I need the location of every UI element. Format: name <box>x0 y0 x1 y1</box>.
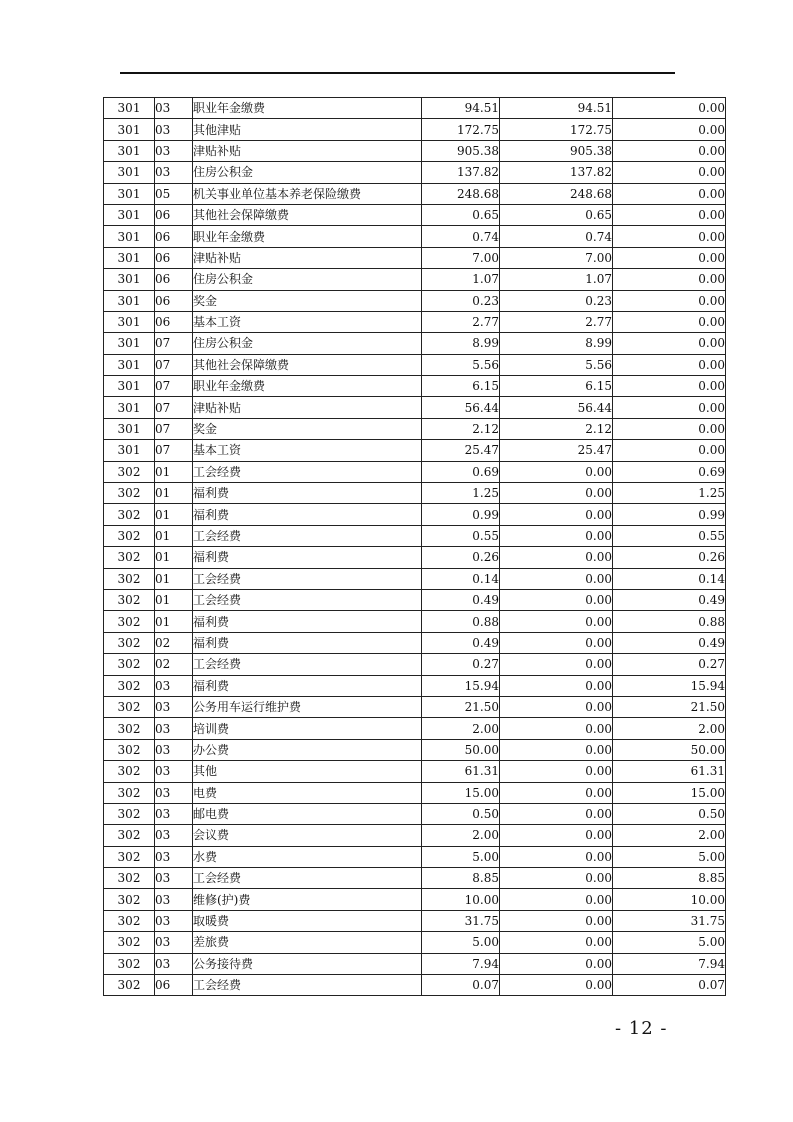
economic-subclass-code-cell: 06 <box>155 311 193 332</box>
project-expenditure-cell: 0.00 <box>613 98 726 119</box>
project-expenditure-cell: 15.00 <box>613 782 726 803</box>
economic-subclass-code-cell: 03 <box>155 696 193 717</box>
total-amount-cell: 0.23 <box>422 290 500 311</box>
economic-class-code-cell: 302 <box>104 525 155 546</box>
item-name-cell: 津贴补贴 <box>193 247 422 268</box>
economic-class-code-cell: 301 <box>104 376 155 397</box>
item-name-cell: 福利费 <box>193 675 422 696</box>
economic-class-code-cell: 301 <box>104 311 155 332</box>
economic-subclass-code-cell: 03 <box>155 868 193 889</box>
table-row <box>104 140 726 161</box>
total-amount-cell: 1.07 <box>422 269 500 290</box>
table-row <box>104 290 726 311</box>
table-row <box>104 461 726 482</box>
economic-subclass-code-cell: 03 <box>155 119 193 140</box>
economic-class-code-cell: 301 <box>104 354 155 375</box>
item-name-cell: 福利费 <box>193 547 422 568</box>
table-row <box>104 953 726 974</box>
total-amount-cell: 0.55 <box>422 525 500 546</box>
project-expenditure-cell: 0.00 <box>613 440 726 461</box>
total-amount-cell: 2.77 <box>422 311 500 332</box>
economic-subclass-code-cell: 01 <box>155 589 193 610</box>
project-expenditure-cell: 0.55 <box>613 525 726 546</box>
item-name-cell: 培训费 <box>193 718 422 739</box>
total-amount-cell: 15.00 <box>422 782 500 803</box>
item-name-cell: 工会经费 <box>193 461 422 482</box>
total-amount-cell: 1.25 <box>422 483 500 504</box>
economic-subclass-code-cell: 07 <box>155 354 193 375</box>
total-amount-cell: 15.94 <box>422 675 500 696</box>
item-name-cell: 公务用车运行维护费 <box>193 696 422 717</box>
basic-expenditure-cell: 0.00 <box>500 889 613 910</box>
item-name-cell: 住房公积金 <box>193 162 422 183</box>
item-name-cell: 其他津贴 <box>193 119 422 140</box>
economic-subclass-code-cell: 07 <box>155 333 193 354</box>
economic-class-code-cell: 301 <box>104 333 155 354</box>
item-name-cell: 职业年金缴费 <box>193 226 422 247</box>
table-row <box>104 525 726 546</box>
total-amount-cell: 0.26 <box>422 547 500 568</box>
economic-subclass-code-cell: 03 <box>155 782 193 803</box>
project-expenditure-cell: 0.49 <box>613 632 726 653</box>
economic-class-code-cell: 301 <box>104 140 155 161</box>
total-amount-cell: 0.14 <box>422 568 500 589</box>
table-row <box>104 761 726 782</box>
economic-subclass-code-cell: 07 <box>155 397 193 418</box>
basic-expenditure-cell: 5.56 <box>500 354 613 375</box>
table-row <box>104 611 726 632</box>
table-row <box>104 269 726 290</box>
project-expenditure-cell: 0.88 <box>613 611 726 632</box>
basic-expenditure-cell: 0.00 <box>500 953 613 974</box>
basic-expenditure-cell: 0.00 <box>500 761 613 782</box>
item-name-cell: 基本工资 <box>193 440 422 461</box>
table-row <box>104 333 726 354</box>
item-name-cell: 基本工资 <box>193 311 422 332</box>
basic-expenditure-cell: 1.07 <box>500 269 613 290</box>
project-expenditure-cell: 8.85 <box>613 868 726 889</box>
total-amount-cell: 0.69 <box>422 461 500 482</box>
economic-class-code-cell: 302 <box>104 483 155 504</box>
item-name-cell: 水费 <box>193 846 422 867</box>
economic-class-code-cell: 301 <box>104 183 155 204</box>
project-expenditure-cell: 0.27 <box>613 654 726 675</box>
basic-expenditure-cell: 7.00 <box>500 247 613 268</box>
total-amount-cell: 0.50 <box>422 803 500 824</box>
table-row <box>104 397 726 418</box>
total-amount-cell: 8.99 <box>422 333 500 354</box>
table-row <box>104 675 726 696</box>
item-name-cell: 电费 <box>193 782 422 803</box>
total-amount-cell: 5.56 <box>422 354 500 375</box>
basic-expenditure-cell: 0.00 <box>500 846 613 867</box>
project-expenditure-cell: 0.00 <box>613 226 726 247</box>
item-name-cell: 住房公积金 <box>193 333 422 354</box>
economic-class-code-cell: 302 <box>104 932 155 953</box>
economic-class-code-cell: 302 <box>104 504 155 525</box>
economic-class-code-cell: 302 <box>104 803 155 824</box>
table-row <box>104 718 726 739</box>
project-expenditure-cell: 5.00 <box>613 932 726 953</box>
item-name-cell: 津贴补贴 <box>193 397 422 418</box>
economic-class-code-cell: 301 <box>104 226 155 247</box>
item-name-cell: 其他 <box>193 761 422 782</box>
project-expenditure-cell: 0.50 <box>613 803 726 824</box>
basic-expenditure-cell: 6.15 <box>500 376 613 397</box>
economic-class-code-cell: 301 <box>104 162 155 183</box>
economic-class-code-cell: 302 <box>104 782 155 803</box>
basic-expenditure-cell: 0.00 <box>500 782 613 803</box>
economic-subclass-code-cell: 01 <box>155 504 193 525</box>
item-name-cell: 福利费 <box>193 632 422 653</box>
total-amount-cell: 0.74 <box>422 226 500 247</box>
table-row <box>104 739 726 760</box>
economic-subclass-code-cell: 07 <box>155 376 193 397</box>
total-amount-cell: 25.47 <box>422 440 500 461</box>
economic-subclass-code-cell: 03 <box>155 910 193 931</box>
total-amount-cell: 5.00 <box>422 846 500 867</box>
total-amount-cell: 248.68 <box>422 183 500 204</box>
project-expenditure-cell: 0.00 <box>613 269 726 290</box>
economic-class-code-cell: 302 <box>104 910 155 931</box>
project-expenditure-cell: 0.99 <box>613 504 726 525</box>
total-amount-cell: 5.00 <box>422 932 500 953</box>
total-amount-cell: 0.27 <box>422 654 500 675</box>
total-amount-cell: 7.00 <box>422 247 500 268</box>
item-name-cell: 住房公积金 <box>193 269 422 290</box>
item-name-cell: 其他社会保障缴费 <box>193 204 422 225</box>
basic-expenditure-cell: 0.00 <box>500 825 613 846</box>
table-row <box>104 975 726 996</box>
economic-class-code-cell: 302 <box>104 696 155 717</box>
project-expenditure-cell: 0.26 <box>613 547 726 568</box>
basic-expenditure-cell: 0.00 <box>500 975 613 996</box>
item-name-cell: 工会经费 <box>193 654 422 675</box>
economic-subclass-code-cell: 02 <box>155 654 193 675</box>
economic-subclass-code-cell: 01 <box>155 547 193 568</box>
page-number: - 12 - <box>615 1018 668 1039</box>
basic-expenditure-cell: 0.00 <box>500 654 613 675</box>
basic-expenditure-cell: 0.00 <box>500 525 613 546</box>
table-row <box>104 696 726 717</box>
economic-subclass-code-cell: 03 <box>155 718 193 739</box>
project-expenditure-cell: 0.00 <box>613 376 726 397</box>
economic-subclass-code-cell: 06 <box>155 290 193 311</box>
economic-class-code-cell: 301 <box>104 440 155 461</box>
basic-expenditure-cell: 0.00 <box>500 568 613 589</box>
table-row <box>104 311 726 332</box>
economic-subclass-code-cell: 03 <box>155 803 193 824</box>
total-amount-cell: 905.38 <box>422 140 500 161</box>
project-expenditure-cell: 0.00 <box>613 290 726 311</box>
table-row <box>104 440 726 461</box>
economic-class-code-cell: 302 <box>104 654 155 675</box>
basic-expenditure-cell: 0.00 <box>500 461 613 482</box>
basic-expenditure-cell: 0.00 <box>500 675 613 696</box>
project-expenditure-cell: 0.00 <box>613 162 726 183</box>
total-amount-cell: 8.85 <box>422 868 500 889</box>
project-expenditure-cell: 0.49 <box>613 589 726 610</box>
project-expenditure-cell: 0.00 <box>613 333 726 354</box>
basic-expenditure-cell: 0.23 <box>500 290 613 311</box>
table-row <box>104 568 726 589</box>
project-expenditure-cell: 7.94 <box>613 953 726 974</box>
total-amount-cell: 21.50 <box>422 696 500 717</box>
project-expenditure-cell: 0.00 <box>613 183 726 204</box>
economic-subclass-code-cell: 01 <box>155 568 193 589</box>
economic-class-code-cell: 302 <box>104 461 155 482</box>
economic-class-code-cell: 301 <box>104 269 155 290</box>
economic-subclass-code-cell: 03 <box>155 98 193 119</box>
economic-class-code-cell: 301 <box>104 397 155 418</box>
project-expenditure-cell: 1.25 <box>613 483 726 504</box>
economic-subclass-code-cell: 03 <box>155 846 193 867</box>
project-expenditure-cell: 21.50 <box>613 696 726 717</box>
table-row <box>104 504 726 525</box>
basic-expenditure-cell: 0.00 <box>500 718 613 739</box>
economic-class-code-cell: 302 <box>104 632 155 653</box>
item-name-cell: 工会经费 <box>193 975 422 996</box>
item-name-cell: 职业年金缴费 <box>193 376 422 397</box>
economic-subclass-code-cell: 07 <box>155 440 193 461</box>
budget-table-body <box>104 98 726 996</box>
project-expenditure-cell: 15.94 <box>613 675 726 696</box>
economic-class-code-cell: 302 <box>104 761 155 782</box>
table-row <box>104 162 726 183</box>
project-expenditure-cell: 0.00 <box>613 418 726 439</box>
economic-subclass-code-cell: 03 <box>155 932 193 953</box>
item-name-cell: 福利费 <box>193 504 422 525</box>
total-amount-cell: 0.49 <box>422 589 500 610</box>
table-row <box>104 547 726 568</box>
table-row <box>104 376 726 397</box>
total-amount-cell: 6.15 <box>422 376 500 397</box>
table-row <box>104 204 726 225</box>
economic-class-code-cell: 302 <box>104 975 155 996</box>
basic-expenditure-cell: 0.00 <box>500 547 613 568</box>
economic-subclass-code-cell: 06 <box>155 247 193 268</box>
economic-class-code-cell: 301 <box>104 204 155 225</box>
total-amount-cell: 56.44 <box>422 397 500 418</box>
total-amount-cell: 0.49 <box>422 632 500 653</box>
economic-class-code-cell: 302 <box>104 718 155 739</box>
economic-class-code-cell: 301 <box>104 290 155 311</box>
basic-expenditure-cell: 0.00 <box>500 589 613 610</box>
project-expenditure-cell: 0.07 <box>613 975 726 996</box>
item-name-cell: 工会经费 <box>193 568 422 589</box>
basic-expenditure-cell: 94.51 <box>500 98 613 119</box>
total-amount-cell: 0.65 <box>422 204 500 225</box>
project-expenditure-cell: 50.00 <box>613 739 726 760</box>
total-amount-cell: 137.82 <box>422 162 500 183</box>
item-name-cell: 工会经费 <box>193 589 422 610</box>
table-row <box>104 98 726 119</box>
total-amount-cell: 94.51 <box>422 98 500 119</box>
project-expenditure-cell: 0.00 <box>613 397 726 418</box>
economic-class-code-cell: 302 <box>104 547 155 568</box>
project-expenditure-cell: 0.00 <box>613 119 726 140</box>
total-amount-cell: 2.12 <box>422 418 500 439</box>
table-row <box>104 589 726 610</box>
basic-expenditure-cell: 0.00 <box>500 868 613 889</box>
economic-class-code-cell: 302 <box>104 868 155 889</box>
economic-class-code-cell: 301 <box>104 247 155 268</box>
economic-class-code-cell: 302 <box>104 846 155 867</box>
total-amount-cell: 0.88 <box>422 611 500 632</box>
table-row <box>104 418 726 439</box>
total-amount-cell: 2.00 <box>422 718 500 739</box>
economic-subclass-code-cell: 02 <box>155 632 193 653</box>
item-name-cell: 差旅费 <box>193 932 422 953</box>
header-rule <box>120 72 675 74</box>
item-name-cell: 机关事业单位基本养老保险缴费 <box>193 183 422 204</box>
item-name-cell: 奖金 <box>193 418 422 439</box>
economic-class-code-cell: 301 <box>104 119 155 140</box>
total-amount-cell: 61.31 <box>422 761 500 782</box>
item-name-cell: 维修(护)费 <box>193 889 422 910</box>
total-amount-cell: 31.75 <box>422 910 500 931</box>
economic-class-code-cell: 301 <box>104 418 155 439</box>
economic-subclass-code-cell: 03 <box>155 162 193 183</box>
table-row <box>104 932 726 953</box>
item-name-cell: 工会经费 <box>193 525 422 546</box>
project-expenditure-cell: 0.69 <box>613 461 726 482</box>
basic-expenditure-cell: 137.82 <box>500 162 613 183</box>
item-name-cell: 邮电费 <box>193 803 422 824</box>
item-name-cell: 办公费 <box>193 739 422 760</box>
economic-subclass-code-cell: 06 <box>155 975 193 996</box>
item-name-cell: 取暖费 <box>193 910 422 931</box>
economic-subclass-code-cell: 03 <box>155 675 193 696</box>
basic-expenditure-cell: 0.00 <box>500 483 613 504</box>
economic-class-code-cell: 302 <box>104 611 155 632</box>
project-expenditure-cell: 0.14 <box>613 568 726 589</box>
project-expenditure-cell: 10.00 <box>613 889 726 910</box>
project-expenditure-cell: 0.00 <box>613 311 726 332</box>
project-expenditure-cell: 31.75 <box>613 910 726 931</box>
economic-subclass-code-cell: 01 <box>155 611 193 632</box>
table-row <box>104 782 726 803</box>
economic-subclass-code-cell: 03 <box>155 889 193 910</box>
economic-subclass-code-cell: 03 <box>155 953 193 974</box>
table-row <box>104 868 726 889</box>
table-row <box>104 226 726 247</box>
basic-expenditure-cell: 0.65 <box>500 204 613 225</box>
item-name-cell: 津贴补贴 <box>193 140 422 161</box>
basic-expenditure-cell: 172.75 <box>500 119 613 140</box>
table-row <box>104 247 726 268</box>
basic-expenditure-cell: 0.00 <box>500 910 613 931</box>
table-row <box>104 354 726 375</box>
total-amount-cell: 172.75 <box>422 119 500 140</box>
item-name-cell: 工会经费 <box>193 868 422 889</box>
project-expenditure-cell: 0.00 <box>613 204 726 225</box>
economic-class-code-cell: 302 <box>104 568 155 589</box>
basic-expenditure-cell: 0.00 <box>500 504 613 525</box>
basic-expenditure-cell: 2.77 <box>500 311 613 332</box>
table-row <box>104 483 726 504</box>
basic-expenditure-cell: 248.68 <box>500 183 613 204</box>
project-expenditure-cell: 0.00 <box>613 247 726 268</box>
table-row <box>104 183 726 204</box>
economic-subclass-code-cell: 07 <box>155 418 193 439</box>
item-name-cell: 福利费 <box>193 483 422 504</box>
table-row <box>104 632 726 653</box>
basic-expenditure-cell: 0.74 <box>500 226 613 247</box>
basic-expenditure-cell: 905.38 <box>500 140 613 161</box>
economic-subclass-code-cell: 03 <box>155 140 193 161</box>
budget-table <box>103 97 726 996</box>
table-row <box>104 825 726 846</box>
item-name-cell: 福利费 <box>193 611 422 632</box>
economic-subclass-code-cell: 06 <box>155 204 193 225</box>
total-amount-cell: 7.94 <box>422 953 500 974</box>
project-expenditure-cell: 0.00 <box>613 140 726 161</box>
economic-subclass-code-cell: 03 <box>155 825 193 846</box>
project-expenditure-cell: 5.00 <box>613 846 726 867</box>
table-row <box>104 803 726 824</box>
economic-subclass-code-cell: 03 <box>155 739 193 760</box>
economic-subclass-code-cell: 01 <box>155 461 193 482</box>
project-expenditure-cell: 61.31 <box>613 761 726 782</box>
total-amount-cell: 10.00 <box>422 889 500 910</box>
item-name-cell: 其他社会保障缴费 <box>193 354 422 375</box>
basic-expenditure-cell: 8.99 <box>500 333 613 354</box>
table-row <box>104 654 726 675</box>
project-expenditure-cell: 2.00 <box>613 718 726 739</box>
economic-class-code-cell: 302 <box>104 739 155 760</box>
economic-class-code-cell: 302 <box>104 953 155 974</box>
economic-subclass-code-cell: 05 <box>155 183 193 204</box>
item-name-cell: 职业年金缴费 <box>193 98 422 119</box>
economic-subclass-code-cell: 06 <box>155 269 193 290</box>
total-amount-cell: 0.99 <box>422 504 500 525</box>
table-row <box>104 846 726 867</box>
basic-expenditure-cell: 0.00 <box>500 696 613 717</box>
basic-expenditure-cell: 0.00 <box>500 932 613 953</box>
economic-class-code-cell: 302 <box>104 825 155 846</box>
total-amount-cell: 0.07 <box>422 975 500 996</box>
basic-expenditure-cell: 0.00 <box>500 739 613 760</box>
total-amount-cell: 50.00 <box>422 739 500 760</box>
economic-class-code-cell: 301 <box>104 98 155 119</box>
table-row <box>104 889 726 910</box>
basic-expenditure-cell: 2.12 <box>500 418 613 439</box>
basic-expenditure-cell: 25.47 <box>500 440 613 461</box>
basic-expenditure-cell: 56.44 <box>500 397 613 418</box>
table-row <box>104 119 726 140</box>
economic-class-code-cell: 302 <box>104 589 155 610</box>
basic-expenditure-cell: 0.00 <box>500 632 613 653</box>
total-amount-cell: 2.00 <box>422 825 500 846</box>
project-expenditure-cell: 0.00 <box>613 354 726 375</box>
basic-expenditure-cell: 0.00 <box>500 803 613 824</box>
economic-subclass-code-cell: 01 <box>155 525 193 546</box>
item-name-cell: 会议费 <box>193 825 422 846</box>
table-row <box>104 910 726 931</box>
economic-subclass-code-cell: 06 <box>155 226 193 247</box>
economic-subclass-code-cell: 03 <box>155 761 193 782</box>
economic-class-code-cell: 302 <box>104 889 155 910</box>
item-name-cell: 公务接待费 <box>193 953 422 974</box>
item-name-cell: 奖金 <box>193 290 422 311</box>
basic-expenditure-cell: 0.00 <box>500 611 613 632</box>
economic-class-code-cell: 302 <box>104 675 155 696</box>
economic-subclass-code-cell: 01 <box>155 483 193 504</box>
project-expenditure-cell: 2.00 <box>613 825 726 846</box>
